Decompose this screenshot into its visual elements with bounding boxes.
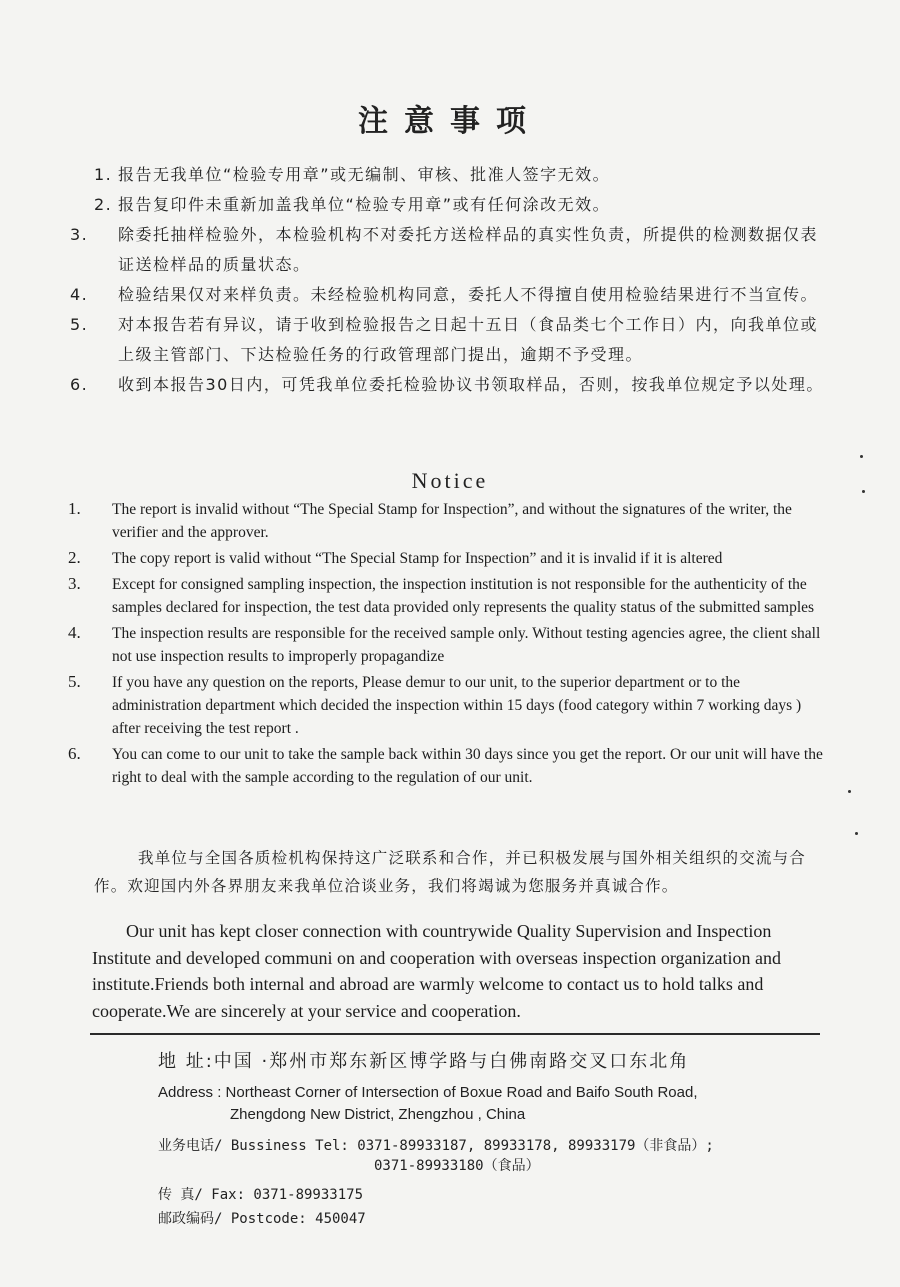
item-number: 5.: [68, 672, 81, 691]
list-item: [68, 497, 825, 544]
address-en: [158, 1082, 798, 1126]
list-item: [94, 190, 834, 220]
item-number: 4.: [70, 285, 89, 304]
list-item: [70, 280, 834, 310]
item-text: The copy report is valid without “The Special Stamp for Inspection” and it is invalid if it is altered: [112, 550, 723, 567]
list-item: [68, 621, 825, 668]
item-text: If you have any question on the reports, Please demur to our unit, to the superior department or to the administration department which decided the inspection within 15 days (food category within 7 working days ) after receiving the test report .: [112, 674, 802, 737]
list-item: [68, 670, 825, 740]
english-notes-list: [68, 497, 825, 791]
address-cn: 地 址:中国 ·郑州市郑东新区博学路与白佛南路交叉口东北角: [158, 1051, 690, 1072]
list-item: [70, 370, 834, 400]
item-number: 1.: [94, 165, 113, 184]
item-text: The report is invalid without “The Special Stamp for Inspection”, and without the signatures of the writer, the verifier and the approver.: [112, 501, 792, 541]
paper-speck: [855, 832, 858, 835]
item-number: 6.: [70, 375, 89, 394]
list-item: [70, 220, 834, 280]
paper-speck: [848, 790, 851, 793]
business-tel: [158, 1136, 714, 1176]
item-text: Except for consigned sampling inspection, the inspection institution is not responsible for the authenticity of the samples declared for inspection, the test data provided only represents the quality status of the submitted samples: [112, 576, 815, 616]
item-number: 4.: [68, 623, 81, 642]
item-text: 检验结果仅对来样负责。未经检验机构同意，委托人不得擅自使用检验结果进行不当宣传。: [118, 285, 819, 304]
tel-line1: 业务电话/ Bussiness Tel: 0371-89933187, 89933178, 89933179（非食品）;: [158, 1138, 714, 1154]
fax-number: 传 真/ Fax: 0371-89933175: [158, 1187, 364, 1203]
item-number: 2.: [94, 195, 113, 214]
paper-speck: [860, 455, 863, 458]
item-number: 6.: [68, 744, 81, 763]
item-text: 收到本报告30日内，可凭我单位委托检验协议书领取样品，否则，按我单位规定予以处理。: [118, 375, 824, 394]
item-text: You can come to our unit to take the sample back within 30 days since you get the report. Or our unit will have the right to deal with the sample according to the regulation of our unit.: [112, 746, 823, 786]
list-item: [68, 742, 825, 789]
list-item: [94, 160, 834, 190]
item-text: The inspection results are responsible for the received sample only. Without testing agencies agree, the client shall not use inspection results to improperly propagandize: [112, 625, 821, 665]
address-en-line2: Zhengdong New District, Zhengzhou , China: [230, 1106, 526, 1123]
item-text: 报告无我单位“检验专用章”或无编制、审核、批准人签字无效。: [118, 165, 611, 184]
list-item: [68, 546, 825, 570]
item-number: 3.: [68, 574, 81, 593]
item-text: 报告复印件未重新加盖我单位“检验专用章”或有任何涂改无效。: [118, 195, 611, 214]
list-item: [68, 572, 825, 619]
tel-line2: 0371-89933180（食品）: [374, 1158, 540, 1174]
address-en-line1: Address : Northeast Corner of Intersection of Boxue Road and Baifo South Road,: [158, 1084, 698, 1101]
intro-paragraph-cn: 我单位与全国各质检机构保持这广泛联系和合作，并已积极发展与国外相关组织的交流与合作。欢迎国内外各界朋友来我单位洽谈业务，我们将竭诚为您服务并真诚合作。: [94, 849, 807, 895]
item-number: 5.: [70, 315, 89, 334]
chinese-notes-list: [70, 160, 834, 400]
notice-heading: Notice: [411, 468, 489, 493]
postcode: 邮政编码/ Postcode: 450047: [158, 1211, 366, 1227]
list-item: [70, 310, 834, 370]
divider: [90, 1033, 820, 1035]
page-title: 注意事项: [358, 104, 542, 139]
item-number: 3.: [70, 225, 89, 244]
item-text: 除委托抽样检验外，本检验机构不对委托方送检样品的真实性负责，所提供的检测数据仅表证送检样品的质量状态。: [118, 225, 819, 274]
item-text: 对本报告若有异议，请于收到检验报告之日起十五日（食品类七个工作日）内，向我单位或上级主管部门、下达检验任务的行政管理部门提出，逾期不予受理。: [118, 315, 819, 364]
paper-speck: [862, 490, 865, 493]
intro-paragraph-en: Our unit has kept closer connection with countrywide Quality Supervision and Inspection Institute and developed communi on and cooperation with overseas inspection organization and institute.Friends both internal and abroad are warmly welcome to contact us to hold talks and cooperate.We are sincerely at your service and cooperation.: [92, 921, 781, 1021]
item-number: 1.: [68, 499, 81, 518]
item-number: 2.: [68, 548, 81, 567]
